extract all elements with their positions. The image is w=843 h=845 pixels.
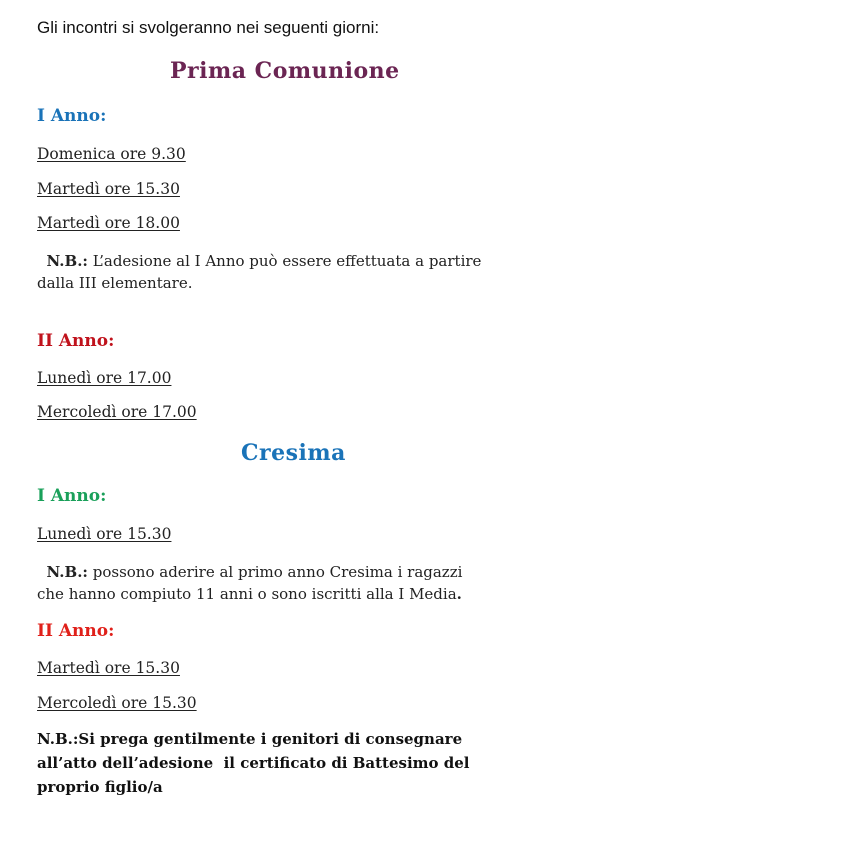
prima-comunione-anno2-schedule-2: Mercoledì ore 17.00 [37,403,197,421]
cresima-anno2-schedule-1: Martedì ore 15.30 [37,659,180,677]
cresima-anno2-schedule-2: Mercoledì ore 15.30 [37,694,197,712]
prima-comunione-anno2-schedule-1: Lunedì ore 17.00 [37,369,172,387]
note-prefix: N.B.: [46,252,88,270]
intro-text: Gli incontri si svolgeranno nei seguenti giorni: [37,18,380,37]
note-prefix: N.B.: [46,563,88,581]
prima-comunione-anno1-schedule-1: Domenica ore 9.30 [37,145,186,163]
cresima-anno1-heading: I Anno: [37,486,107,506]
cresima-title: Cresima [241,440,346,466]
prima-comunione-anno1-note [37,250,577,294]
note-text-line2: dalla III elementare. [37,274,193,292]
prima-comunione-title: Prima Comunione [170,58,400,84]
prima-comunione-anno1-heading: I Anno: [37,106,107,126]
final-note-line1: N.B.:Si prega gentilmente i genitori di consegnare [37,730,463,748]
prima-comunione-anno1-schedule-3: Martedì ore 18.00 [37,214,180,232]
cresima-anno1-schedule-1: Lunedì ore 15.30 [37,525,172,543]
final-note-line2: all’atto dell’adesione il certificato di Battesimo del [37,754,470,772]
prima-comunione-anno2-heading: II Anno: [37,331,115,351]
final-note-line3: proprio figlio/a [37,778,163,796]
note-end: . [456,585,462,603]
note-text-line1: possono aderire al primo anno Cresima i ragazzi [87,563,463,581]
prima-comunione-anno1-schedule-2: Martedì ore 15.30 [37,180,180,198]
cresima-anno1-note [37,561,577,605]
cresima-anno2-heading: II Anno: [37,621,115,641]
final-note [37,727,597,799]
note-text-line2: che hanno compiuto 11 anni o sono iscritti alla I Media [37,585,457,603]
note-text-line1: L’adesione al I Anno può essere effettuata a partire [87,252,482,270]
